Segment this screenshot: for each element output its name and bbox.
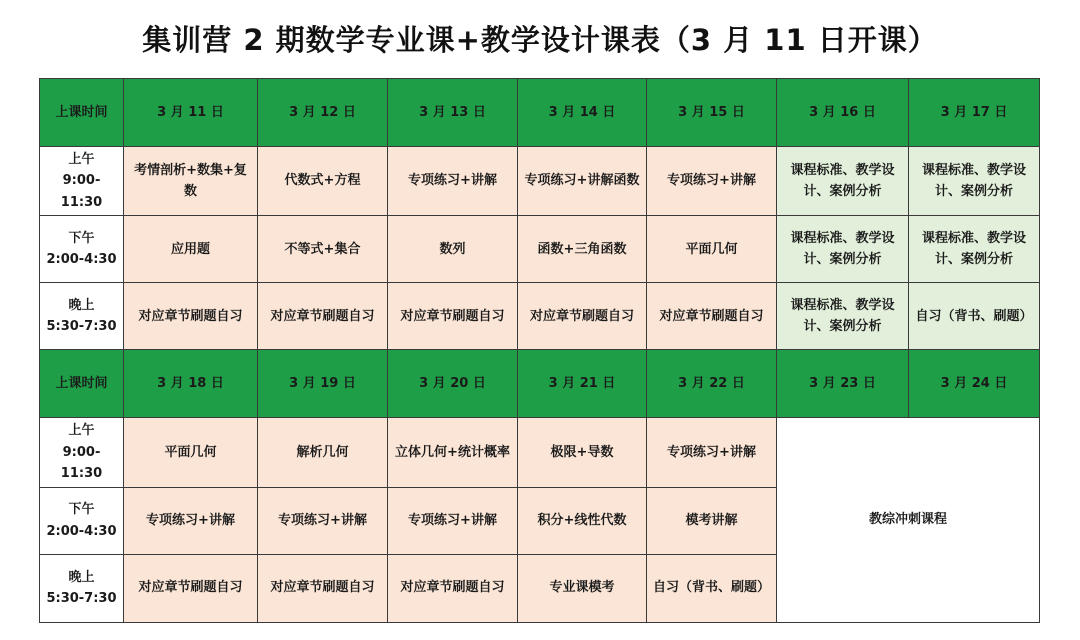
time-range: 9:00-11:30 (60, 444, 103, 482)
week1-header-row (40, 79, 1040, 147)
schedule-cell: 不等式+集合 (258, 216, 388, 283)
time-header: 上课时间 (40, 350, 124, 418)
period-label: 下午 (68, 502, 95, 518)
time-slot-cell (40, 487, 124, 554)
time-range: 9:00-11:30 (60, 173, 103, 210)
schedule-cell: 对应章节刷题自习 (258, 283, 388, 350)
schedule-cell: 专项练习+讲解 (388, 147, 518, 216)
date-header: 3 月 12 日 (258, 79, 388, 147)
time-range: 5:30-7:30 (46, 591, 117, 607)
schedule-cell: 代数式+方程 (258, 147, 388, 216)
week2-morning-row (40, 418, 1040, 487)
schedule-cell: 课程标准、教学设计、案例分析 (909, 216, 1040, 283)
schedule-cell: 课程标准、教学设计、案例分析 (777, 147, 909, 216)
schedule-cell: 立体几何+统计概率 (388, 418, 518, 487)
time-slot-cell (40, 554, 124, 622)
schedule-cell: 对应章节刷题自习 (388, 554, 518, 622)
schedule-cell: 课程标准、教学设计、案例分析 (777, 283, 909, 350)
date-header: 3 月 19 日 (258, 350, 388, 418)
mock-exam-cell: 专业课模考 (518, 554, 647, 622)
time-slot-cell (40, 147, 124, 216)
schedule-cell: 平面几何 (124, 418, 258, 487)
page-title: 集训营 2 期数学专业课+教学设计课表（3 月 11 日开课） (142, 23, 938, 57)
schedule-cell: 解析几何 (258, 418, 388, 487)
period-label: 晚上 (68, 297, 95, 313)
date-header: 3 月 13 日 (388, 79, 518, 147)
date-header: 3 月 15 日 (647, 79, 777, 147)
week2-header-row (40, 350, 1040, 418)
date-header: 3 月 16 日 (777, 79, 909, 147)
date-header: 3 月 18 日 (124, 350, 258, 418)
schedule-cell: 课程标准、教学设计、案例分析 (909, 147, 1040, 216)
date-header: 3 月 22 日 (647, 350, 777, 418)
time-slot-cell (40, 216, 124, 283)
schedule-cell: 专项练习+讲解 (647, 147, 777, 216)
schedule-cell: 对应章节刷题自习 (647, 283, 777, 350)
schedule-cell: 函数+三角函数 (518, 216, 647, 283)
schedule-cell: 专项练习+讲解 (258, 487, 388, 554)
schedule-cell: 平面几何 (647, 216, 777, 283)
date-header: 3 月 23 日 (777, 350, 909, 418)
merged-course-cell: 教综冲刺课程 (777, 418, 1040, 622)
schedule-cell: 专项练习+讲解 (388, 487, 518, 554)
schedule-cell: 对应章节刷题自习 (518, 283, 647, 350)
date-header: 3 月 17 日 (909, 79, 1040, 147)
schedule-cell: 对应章节刷题自习 (388, 283, 518, 350)
schedule-cell: 数列 (388, 216, 518, 283)
schedule-cell: 对应章节刷题自习 (124, 283, 258, 350)
period-label: 下午 (68, 230, 95, 246)
period-label: 上午 (68, 152, 95, 167)
schedule-cell: 极限+导数 (518, 418, 647, 487)
date-header: 3 月 11 日 (124, 79, 258, 147)
time-slot-cell (40, 283, 124, 350)
schedule-cell: 专项练习+讲解 (647, 418, 777, 487)
schedule-cell: 专项练习+讲解 (124, 487, 258, 554)
mock-exam-review-cell: 模考讲解 (647, 487, 777, 554)
schedule-cell: 自习（背书、刷题） (909, 283, 1040, 350)
schedule-cell: 考情剖析+数集+复数 (124, 147, 258, 216)
schedule-cell: 课程标准、教学设计、案例分析 (777, 216, 909, 283)
schedule-cell: 对应章节刷题自习 (258, 554, 388, 622)
week1-afternoon-row (40, 216, 1040, 283)
date-header: 3 月 21 日 (518, 350, 647, 418)
time-range: 2:00-4:30 (46, 252, 117, 268)
schedule-cell: 自习（背书、刷题） (647, 554, 777, 622)
time-slot-cell (40, 418, 124, 487)
time-range: 5:30-7:30 (46, 319, 117, 335)
schedule-cell: 积分+线性代数 (518, 487, 647, 554)
date-header: 3 月 24 日 (909, 350, 1040, 418)
period-label: 上午 (68, 423, 95, 439)
time-range: 2:00-4:30 (46, 523, 117, 539)
time-header: 上课时间 (40, 79, 124, 147)
period-label: 晚上 (68, 569, 95, 585)
schedule-cell: 对应章节刷题自习 (124, 554, 258, 622)
week1-evening-row (40, 283, 1040, 350)
schedule-table (39, 78, 1040, 623)
schedule-cell: 专项练习+讲解函数 (518, 147, 647, 216)
schedule-cell: 应用题 (124, 216, 258, 283)
week1-morning-row (40, 147, 1040, 216)
date-header: 3 月 14 日 (518, 79, 647, 147)
date-header: 3 月 20 日 (388, 350, 518, 418)
